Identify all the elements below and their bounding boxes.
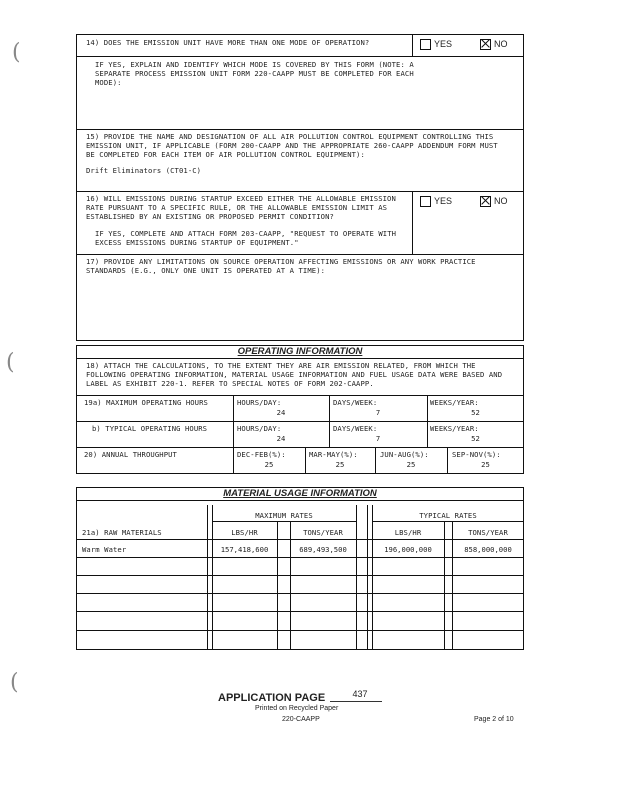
max-hours-day-label: HOURS/DAY: [237,398,282,407]
typical-operating-hours-label: b) TYPICAL OPERATING HOURS [92,424,208,433]
q14-yes-label: YES [434,39,453,49]
q14-no-option[interactable] [480,39,508,50]
typ-lbs-hr-header: LBS/HR [394,528,422,537]
sep-nov-label: SEP-NOV(%): [452,450,501,459]
q16-question: 16) WILL EMISSIONS DURING STARTUP EXCEED EITHER THE ALLOWABLE EMISSION RATE PURSUANT TO A SPECIFIC RULE, OR THE ALLOWABLE EMISSION LIMIT AS ESTABLISHED BY AN EXISTING OR PROPOSED PERMIT CONDITION? [86,194,396,221]
material-row-1-name[interactable]: Warm Water [82,545,127,554]
q14-explain: IF YES, EXPLAIN AND IDENTIFY WHICH MODE IS COVERED BY THIS FORM (NOTE: A SEPARATE PROCESS EMISSION UNIT FORM 220-CAAPP MUST BE COMPLETED FOR EACH MODE): [95,60,414,87]
typ-weeks-year-value[interactable]: 52 [471,434,480,443]
typ-days-week-label: DAYS/WEEK: [333,424,378,433]
material-row-1-typ-lbs-hr[interactable]: 196,000,000 [384,545,432,554]
recycled-paper-note: Printed on Recycled Paper [255,705,339,712]
dec-feb-value[interactable]: 25 [264,460,274,469]
max-weeks-year-label: WEEKS/YEAR: [430,398,479,407]
q16-no-checkbox[interactable] [480,196,491,207]
typ-weeks-year-label: WEEKS/YEAR: [430,424,479,433]
max-days-week-label: DAYS/WEEK: [333,398,378,407]
max-hours-day-value[interactable]: 24 [276,408,286,417]
binder-hole-mark-bottom: ( [10,670,19,695]
max-days-week-value[interactable]: 7 [375,408,381,417]
material-usage-title: MATERIAL USAGE INFORMATION [223,488,377,499]
operating-information-title: OPERATING INFORMATION [237,346,363,357]
binder-hole-mark-middle: ( [6,350,15,375]
q16-no-option[interactable] [480,196,508,207]
sep-nov-value[interactable]: 25 [481,460,490,469]
page-of-total: Page 2 of 10 [474,716,514,723]
q14-no-label: NO [494,39,508,49]
jun-aug-label: JUN-AUG(%): [380,450,429,459]
form-code: 220-CAAPP [282,716,320,723]
typ-days-week-value[interactable]: 7 [375,434,381,443]
dec-feb-label: DEC-FEB(%): [237,450,286,459]
material-row-1-max-lbs-hr[interactable]: 157,418,600 [220,545,269,554]
typ-hours-day-label: HOURS/DAY: [237,424,282,433]
binder-hole-mark-top: ( [12,40,21,65]
max-operating-hours-label: 19a) MAXIMUM OPERATING HOURS [84,398,208,407]
q17-question: 17) PROVIDE ANY LIMITATIONS ON SOURCE OPERATION AFFECTING EMISSIONS OR ANY WORK PRACTICE STANDARDS (E.G., ONLY ONE UNIT IS OPERATED AT A TIME): [86,257,476,275]
mar-may-label: MAR-MAY(%): [309,450,358,459]
maximum-rates-header: MAXIMUM RATES [255,511,313,520]
raw-materials-label: 21a) RAW MATERIALS [82,528,162,537]
typ-hours-day-value[interactable]: 24 [276,434,286,443]
q16-yes-label: YES [434,196,453,206]
typ-tons-year-header: TONS/YEAR [468,528,508,537]
material-row-1-typ-tons-year[interactable]: 858,000,000 [464,545,512,554]
max-weeks-year-value[interactable]: 52 [471,408,480,417]
q17-answer-field[interactable] [86,278,516,336]
q14-no-checkbox[interactable] [480,39,491,50]
q18-instructions: 18) ATTACH THE CALCULATIONS, TO THE EXTENT THEY ARE AIR EMISSION RELATED, FROM WHICH THE FOLLOWING OPERATING INFORMATION, MATERIAL USAGE INFORMATION AND FUEL USAGE DATA WERE BASED AND LABEL AS EXHIBIT 220-1. REFER TO SPECIAL NOTES OF FORM 202-CAAPP. [86,361,503,388]
q14-yes-checkbox[interactable] [420,39,431,50]
q14-yes-option[interactable] [420,39,452,50]
q16-no-label: NO [494,196,508,206]
max-tons-year-header: TONS/YEAR [303,528,343,537]
typical-rates-header: TYPICAL RATES [419,511,477,520]
annual-throughput-label: 20) ANNUAL THROUGHPUT [84,450,177,459]
material-row-1-max-tons-year[interactable]: 689,493,500 [299,545,347,554]
jun-aug-value[interactable]: 25 [406,460,416,469]
q15-question: 15) PROVIDE THE NAME AND DESIGNATION OF ALL AIR POLLUTION CONTROL EQUIPMENT CONTROLLING THIS EMISSION UNIT, IF APPLICABLE (FORM 200-CAAPP AND THE APPROPRIATE 260-CAAPP ADDENDUM FORM MUST BE COMPLETED FOR EACH ITEM OF AIR POLLUTION CONTROL EQUIPMENT): [86,132,498,159]
q15-answer[interactable]: Drift Eliminators (CT01-C) [86,166,202,175]
application-page-number: 437 [352,689,368,699]
q14-explain-field[interactable] [90,90,510,126]
mar-may-value[interactable]: 25 [335,460,345,469]
q14-question: 14) DOES THE EMISSION UNIT HAVE MORE THAN ONE MODE OF OPERATION? [86,38,370,47]
q16-yes-checkbox[interactable] [420,196,431,207]
q16-note: IF YES, COMPLETE AND ATTACH FORM 203-CAAPP, "REQUEST TO OPERATE WITH EXCESS EMISSIONS DURING STARTUP OF EQUIPMENT." [95,229,397,247]
q16-yes-option[interactable] [420,196,452,207]
application-page-label: APPLICATION PAGE [218,692,326,704]
max-lbs-hr-header: LBS/HR [231,528,258,537]
